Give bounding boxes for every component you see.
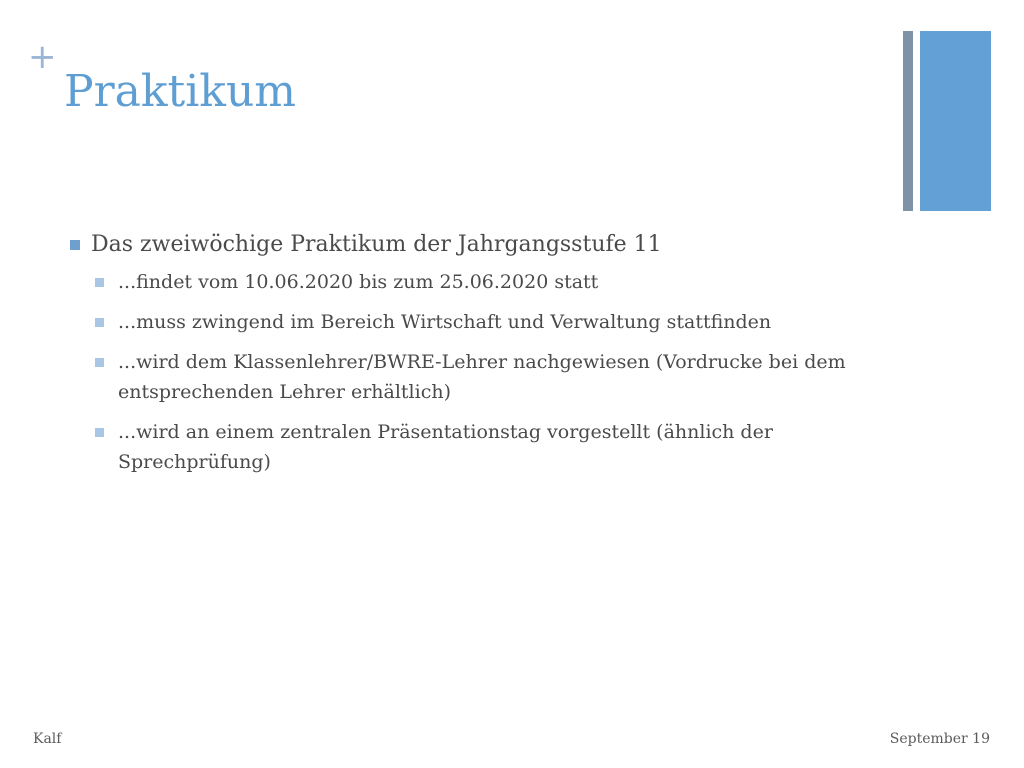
sub-bullet-text: ...findet vom 10.06.2020 bis zum 25.06.2020 statt — [118, 271, 599, 293]
accent-bar-thin — [903, 31, 913, 211]
square-bullet-icon — [95, 318, 104, 327]
square-bullet-icon — [95, 358, 104, 367]
sub-bullet-text: ...wird dem Klassenlehrer/BWRE-Lehrer nachgewiesen (Vordrucke bei dem entsprechenden Lehrer erhältlich) — [118, 351, 846, 403]
square-bullet-icon — [95, 278, 104, 287]
square-bullet-icon — [95, 428, 104, 437]
main-bullet-text: Das zweiwöchige Praktikum der Jahrgangsstufe 11 — [91, 232, 662, 257]
footer-date: September 19 — [889, 731, 990, 747]
main-bullet-item — [68, 229, 888, 261]
accent-bar-thick — [920, 31, 991, 211]
sub-bullet-text: ...wird an einem zentralen Präsentationstag vorgestellt (ähnlich der Sprechprüfung) — [118, 421, 773, 473]
sub-bullet-list — [93, 267, 888, 477]
sub-bullet-text: ...muss zwingend im Bereich Wirtschaft und Verwaltung stattfinden — [118, 311, 772, 333]
sub-bullet-item — [93, 267, 888, 297]
sub-bullet-item — [93, 307, 888, 337]
sub-bullet-item — [93, 347, 888, 407]
slide-content — [68, 229, 888, 487]
square-bullet-icon — [70, 240, 80, 250]
footer-author: Kalf — [33, 731, 62, 747]
sub-bullet-item — [93, 417, 888, 477]
plus-decoration: + — [28, 37, 57, 77]
slide-title: Praktikum — [64, 66, 297, 117]
